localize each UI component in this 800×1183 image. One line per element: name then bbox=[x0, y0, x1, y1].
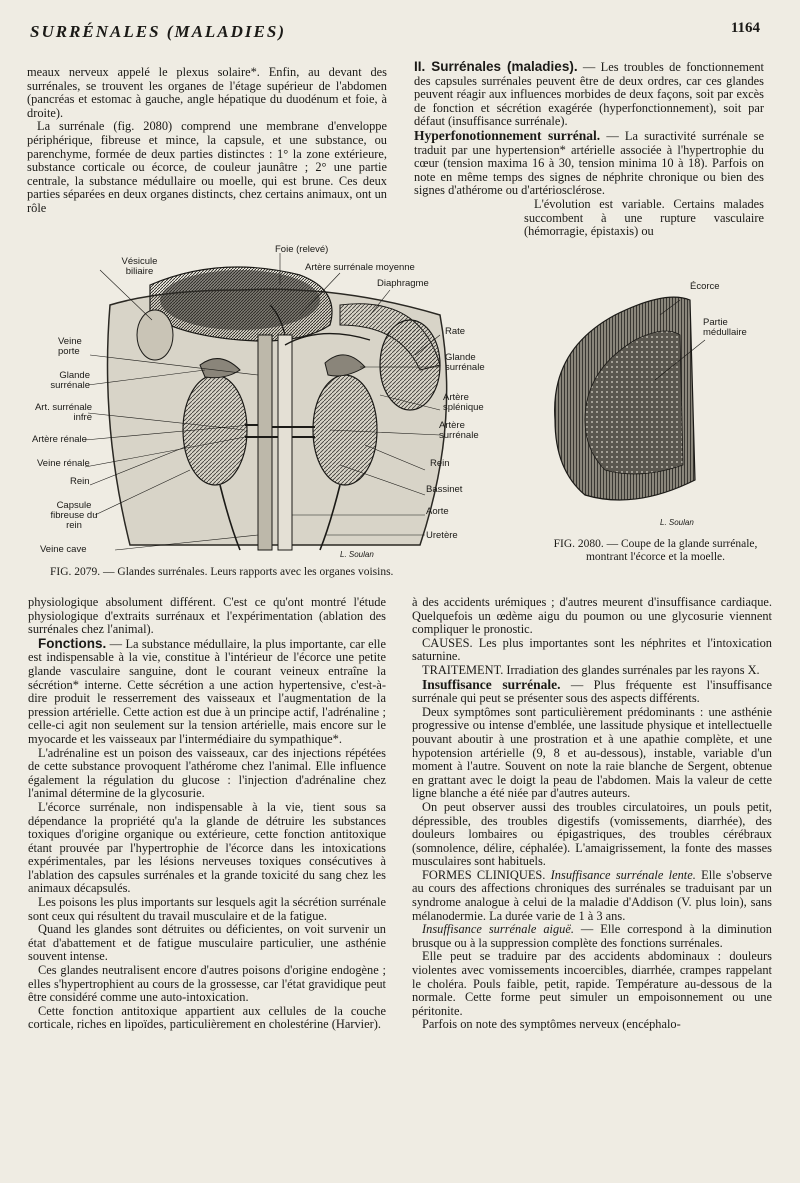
running-head-title: SURRÉNALES (MALADIES) bbox=[30, 22, 286, 41]
label-art-surrenale-infre: Art. surrénale infre bbox=[34, 402, 92, 423]
label-traitement: TRAITEMENT. bbox=[422, 662, 504, 677]
paragraph: Elle peut se traduire par des accidents abdominaux : douleurs violentes avec vomissements incoercibles, diarrhée, crampes rappelant le choléra. Pouls faible, petit, rapide. Température au-dessous de la normale. Cette forme peut simuler un empoisonnement ou une péritonite. bbox=[412, 949, 772, 1018]
label-artere-renale: Artère rénale bbox=[32, 434, 87, 445]
subheading-text: — La suractivité surrénale se traduit par une hypertension* artérielle associée à l'hypertrophie du cœur (tension maxima 16 à 30, tension minima 10 à 18). Parfois on note en même temps des signes de néphrite chronique ou bien des signes d'athérome ou d'artériosclérose. bbox=[414, 128, 764, 198]
label-foie: Foie (relevé) bbox=[275, 244, 329, 255]
left-column-bottom bbox=[28, 596, 386, 1032]
section-text: — La substance médullaire, la plus importante, car elle est indispensable à la vie, constitue à l'intérieur de l'écorce une petite glande vasculaire sanguine, dont le courant veineux entraîne la sécrétion* interne. Cette sécrétion a une action hypertensive, c'est-à-dire produit le resserrement des vaisseaux et l'augmentation de la pression artérielle. Cette action est due à un principe actif, l'adrénaline ; celle-ci agit non seulement sur la tension artérielle, mais encore sur le myocarde et les vaisseaux par l'intermédiaire du sympathique*. bbox=[28, 636, 386, 746]
label-veine-renale: Veine rénale bbox=[37, 458, 90, 469]
label-vesicule: Vésicule biliaire bbox=[121, 256, 158, 277]
label-partie-medullaire: Partie médullaire bbox=[703, 317, 747, 338]
paragraph: physiologique absolument différent. C'est ce qu'ont montré l'étude physiologique d'extraits surrénaux et l'expérimentation (ablation des surrénales chez l'animal). bbox=[28, 595, 386, 637]
label-veine-porte: Veine porte bbox=[58, 336, 82, 357]
label-glande-surrenale-right: Glande surrénale bbox=[445, 352, 485, 373]
paragraph: L'écorce surrénale, non indispensable à la vie, tient sous sa dépendance la propriété qu'a la glande de détruire les substances toxiques d'origine organique ou extérieure, cette fonction antitoxique étant prouvée par l'hypertrophie de l'écorce dans les intoxications expérimentales, par les lésions nerveuses toxiques consécutives à l'ablation des capsules surrénales et la grande toxicité du sang chez les animaux décapsulés. bbox=[28, 799, 386, 896]
section-intro: — Les troubles de fonctionnement des capsules surrénales peuvent être de deux ordres, car ces glandes peuvent réagir aux influences morbides de deux façons, soit par excès de fonction et sécrétion exagérée (hyperfonctionnement), soit par défaut (insuffisance surrénale). bbox=[414, 60, 764, 129]
label-ecorce: Écorce bbox=[690, 281, 720, 292]
subheading-lente: Insuffisance surrénale lente. bbox=[545, 867, 696, 882]
causes-text: Les plus importantes sont les néphrites et l'intoxication saturnine. bbox=[412, 635, 772, 664]
paragraph: meaux nerveux appelé le plexus solaire*. Enfin, au devant des surrénales, se trouvent les organes de l'étage supérieur de l'abdomen (pancréas et estomac à gauche, angle hépatique du duodénum et foie, à droite). bbox=[27, 65, 387, 120]
paragraph bbox=[412, 923, 772, 950]
figure-2079-caption: FIG. 2079. — Glandes surrénales. Leurs rapports avec les organes voisins. bbox=[50, 566, 394, 578]
label-rate: Rate bbox=[445, 326, 466, 337]
subheading: Hyperfonotionnement surrénal. bbox=[414, 127, 601, 143]
label-artere-surrenale-right: Artère surrénale bbox=[439, 420, 479, 441]
illustrator-signature: L. Soulan bbox=[660, 518, 694, 527]
paragraph: L'adrénaline est un poison des vaisseaux, car des injections répétées de cette substance provoquent l'athérome chez l'animal. Elle influence également la régulation du glucose : l'injection d'adrénaline chez l'animal détermine de la glycosurie. bbox=[28, 745, 386, 801]
paragraph bbox=[412, 678, 772, 706]
illustrator-signature: L. Soulan bbox=[340, 550, 374, 559]
figure-2080 bbox=[545, 280, 770, 530]
label-aorte: Aorte bbox=[426, 506, 449, 517]
paragraph: Parfois on note des symptômes nerveux (encéphalo- bbox=[422, 1017, 681, 1032]
section-heading: II. Surrénales (maladies). bbox=[414, 59, 578, 74]
label-artere-moyenne: Artère surrénale moyenne bbox=[305, 262, 415, 273]
figure-2079 bbox=[32, 244, 485, 575]
paragraph: L'évolution est variable. Certains malades succombent à une rupture vasculaire (hémorragie, épistaxis) ou bbox=[524, 196, 764, 239]
aigue-text: — Elle correspond à la diminution brusque ou à la suppression complète des fonctions surrénales. bbox=[412, 922, 772, 950]
paragraph bbox=[412, 664, 772, 678]
label-diaphragme: Diaphragme bbox=[377, 278, 429, 289]
anatomy-illustration bbox=[40, 245, 480, 565]
paragraph: La surrénale (fig. 2080) comprend une membrane d'enveloppe périphérique, fibreuse et mince, la capsule, et une substance, ou parenchyme, formée de deux parties distinctes : 1° la zone extérieure, substance corticale ou écorce, de couleur jaunâtre ; 2° une partie centrale, la substance médullaire ou moelle, qui est brune. Ces deux parties séparées en deux organes distincts, chez certains animaux, ont un rôle bbox=[27, 119, 387, 215]
paragraph: Quand les glandes sont détruites ou déficientes, on voit survenir un état d'abattement et de fatigue musculaire particulier, une asthénie souvent intense. bbox=[28, 922, 386, 964]
paragraph bbox=[28, 637, 386, 747]
label-rein-left: Rein bbox=[70, 476, 90, 487]
left-column-top bbox=[27, 66, 387, 216]
right-column-bottom bbox=[412, 596, 772, 1032]
label-causes: CAUSES. bbox=[422, 635, 473, 650]
paragraph bbox=[412, 637, 772, 664]
paragraph bbox=[412, 869, 772, 923]
label-veine-cave: Veine cave bbox=[40, 544, 87, 555]
subheading: Insuffisance surrénale. bbox=[422, 676, 561, 692]
traitement-text: Irradiation des glandes surrénales par les rayons X. bbox=[503, 662, 760, 677]
label-formes: FORMES CLINIQUES. bbox=[422, 867, 546, 882]
label-artere-splenique: Artère splénique bbox=[443, 392, 484, 413]
paragraph: Ces glandes neutralisent encore d'autres poisons d'origine endogène ; elles s'hypertrophient au cours de la grossesse, car l'état gravidique peut être considéré comme une auto-intoxication. bbox=[28, 963, 386, 1005]
label-rein-right: Rein bbox=[430, 458, 450, 469]
label-glande-surrenale-left: Glande surrénale bbox=[50, 370, 90, 391]
figure-2080-caption: FIG. 2080. — Coupe de la glande surrénale, montrant l'écorce et la moelle. bbox=[553, 538, 758, 563]
paragraph: à des accidents urémiques ; d'autres meurent d'insuffisance cardiaque. Quelquefois un œdème aigu du poumon ou une glycosurie viennent compliquer le pronostic. bbox=[412, 595, 772, 637]
label-bassinet: Bassinet bbox=[426, 484, 463, 495]
page-number: 1164 bbox=[730, 20, 760, 36]
subheading-text: — Plus fréquente est l'insuffisance surrénale qui peut se présenter sous des aspects différents. bbox=[412, 677, 773, 706]
subheading-aigue: Insuffisance surrénale aiguë. bbox=[422, 922, 574, 937]
section-heading: Fonctions. bbox=[38, 635, 107, 651]
paragraph: Cette fonction antitoxique appartient aux cellules de la couche corticale, riches en lipoïdes, particulièrement en cholestérine (Harvier). bbox=[28, 1003, 386, 1032]
paragraph bbox=[414, 60, 764, 129]
paragraph: On peut observer aussi des troubles circulatoires, un pouls petit, dépressible, des troubles digestifs (vomissements, diarrhée), des douleurs lombaires ou épigastriques, des troubles cérébraux (somnolence, délire, céphalée). L'amaigrissement, la fonte des masses musculaires sont habituels. bbox=[412, 799, 772, 869]
lente-text: Elle s'observe au cours des affections chroniques des surrénales se traduisant par un syndrome analogue à celui de la maladie d'Addison (V. plus loin), sans mélanodermie. La durée varie de 1 à 3 ans. bbox=[412, 867, 772, 923]
label-uretere: Uretère bbox=[426, 530, 458, 541]
paragraph bbox=[414, 129, 764, 198]
paragraph: Deux symptômes sont particulièrement prédominants : une asthénie progressive ou intense d'emblée, une lassitude physique et intellectuelle pouvant aboutir à une prostration et à une apathie complète, et une hypotension artérielle (9, 8 et au-dessous), instable, variable d'un moment à l'autre. Souvent on note la raie blanche de Sergent, obtenue en grattant avec le doigt la peau de l'abdomen. Mais la valeur de cette ligne blanche a été niée par d'autres auteurs. bbox=[412, 704, 772, 801]
right-column-top bbox=[414, 60, 764, 239]
paragraph: Les poisons les plus importants sur lesquels agit la sécrétion surrénale sont ceux qui résultent du travail musculaire et de la fatigue. bbox=[28, 895, 386, 923]
label-capsule: Capsule fibreuse du rein bbox=[50, 500, 98, 531]
